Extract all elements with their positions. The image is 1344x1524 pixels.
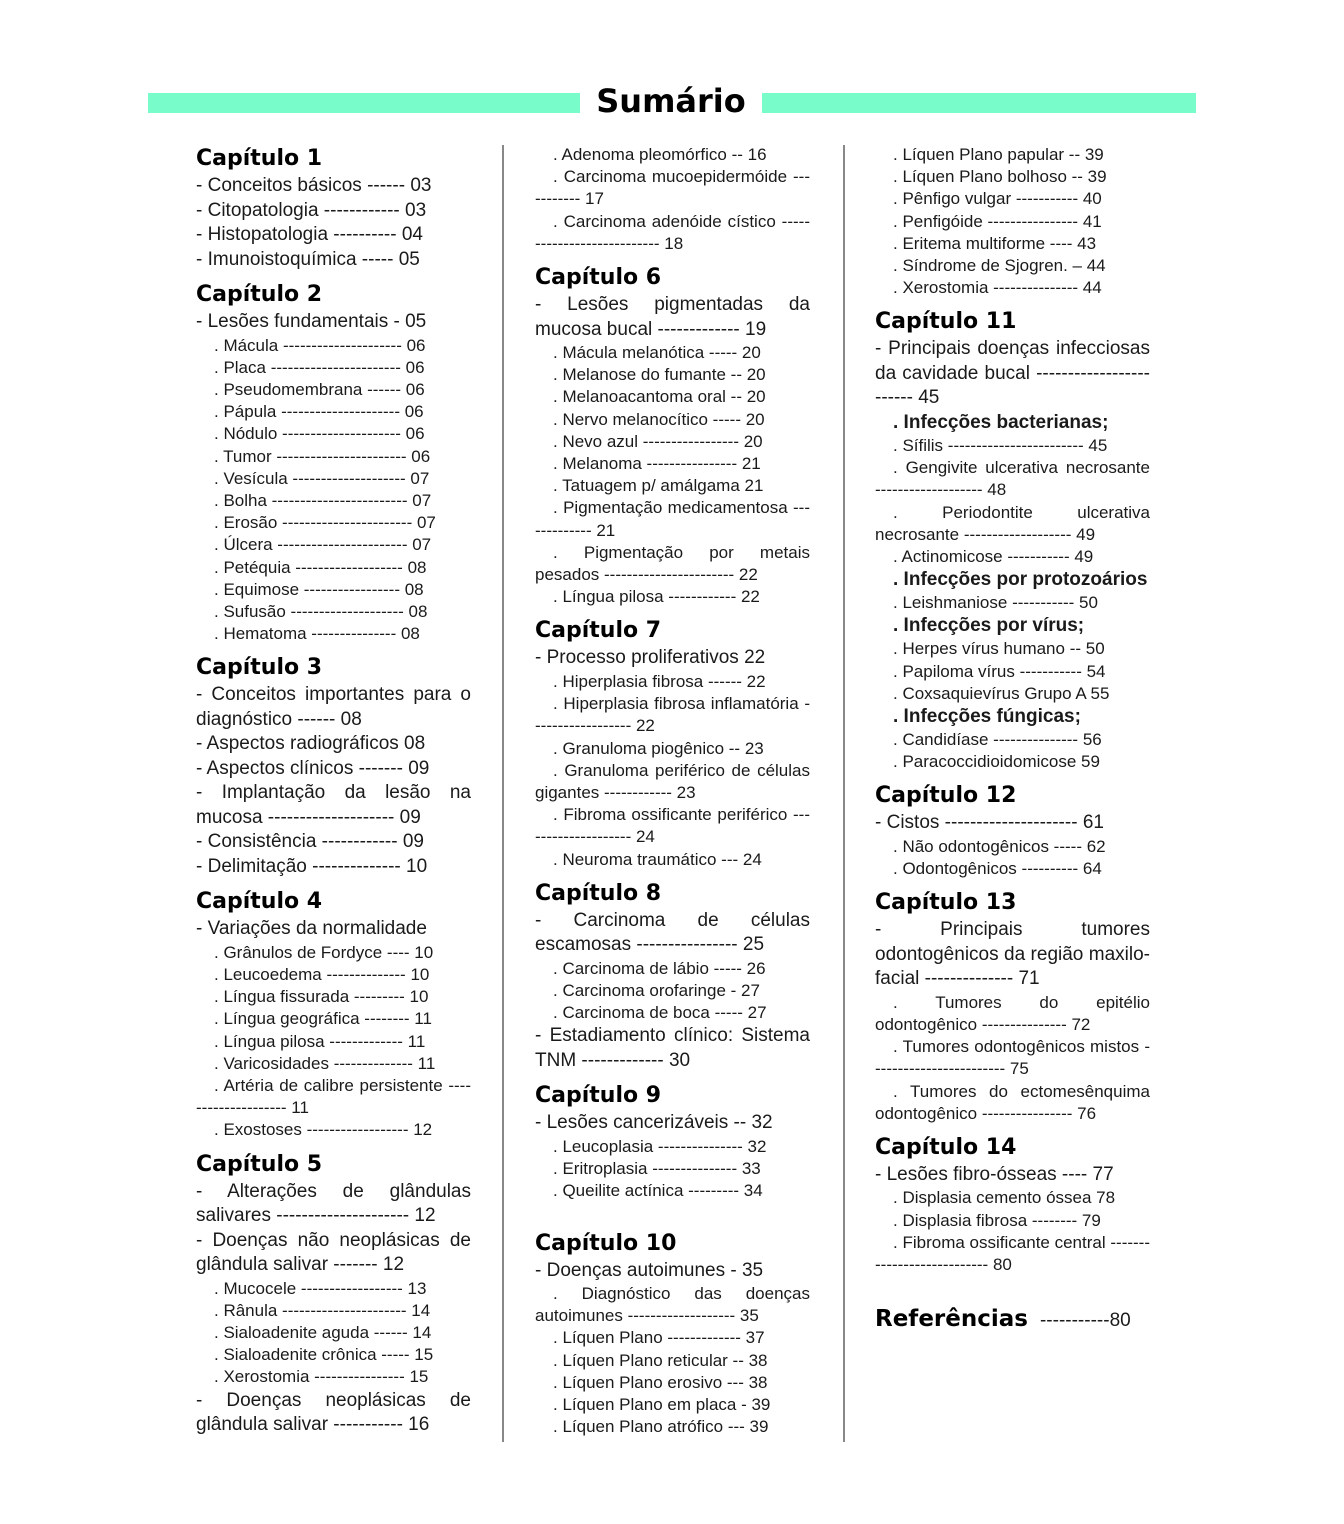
title-bar-left	[148, 93, 580, 113]
toc-subentry[interactable]: . Rânula ---------------------- 14	[214, 1300, 431, 1320]
toc-subentry[interactable]: . Nevo azul ----------------- 20	[553, 431, 763, 451]
chapter-heading: Capítulo 14	[875, 1134, 1017, 1160]
toc-subentry[interactable]: . Hiperplasia fibrosa inflamatória ------------------ 22	[535, 694, 810, 736]
toc-subentry[interactable]: . Tumores do epitélio odontogênico --------------- 72	[875, 992, 1150, 1034]
toc-subentry[interactable]: . Carcinoma de boca ----- 27	[553, 1003, 767, 1023]
references-entry[interactable]	[875, 1304, 1150, 1334]
toc-group-heading: . Infecções fúngicas;	[893, 705, 1081, 727]
chapter-section	[535, 144, 810, 255]
toc-subentry[interactable]: . Neuroma traumático --- 24	[553, 849, 762, 869]
toc-column-3	[875, 144, 1150, 1334]
toc-subentry[interactable]: . Pseudomembrana ------ 06	[214, 379, 425, 399]
chapter-heading: Capítulo 5	[196, 1151, 323, 1177]
toc-entry[interactable]: - Conceitos importantes para o diagnóstico ------ 08	[196, 684, 471, 730]
chapter-section	[535, 879, 810, 1074]
toc-entry[interactable]: - Citopatologia ------------ 03	[196, 199, 427, 221]
toc-entry[interactable]: - Doenças autoimunes - 35	[535, 1259, 764, 1281]
toc-subentry[interactable]: . Líquen Plano em placa - 39	[553, 1395, 771, 1415]
toc-subentry[interactable]: . Tumor ----------------------- 06	[214, 446, 431, 466]
toc-subentry[interactable]: . Síndrome de Sjogren. – 44	[893, 256, 1106, 276]
chapter-heading: Capítulo 7	[535, 618, 662, 644]
chapter-section	[196, 653, 471, 879]
toc-subentry[interactable]: . Tatuagem p/ amálgama 21	[553, 476, 764, 496]
toc-subentry[interactable]: . Língua fissurada --------- 10	[214, 987, 429, 1007]
toc-subentry[interactable]: . Líquen Plano bolhoso -- 39	[893, 167, 1107, 187]
toc-subentry[interactable]: . Nódulo --------------------- 06	[214, 424, 425, 444]
toc-subentry[interactable]: . Úlcera ----------------------- 07	[214, 535, 432, 555]
toc-subentry[interactable]: . Paracoccidioidomicose 59	[893, 752, 1100, 772]
toc-subentry[interactable]: . Pênfigo vulgar ----------- 40	[893, 189, 1102, 209]
toc-subentry[interactable]: . Nervo melanocítico ----- 20	[553, 409, 765, 429]
toc-entry[interactable]: - Delimitação -------------- 10	[196, 855, 428, 877]
title-bar-right	[762, 93, 1196, 113]
toc-subentry[interactable]: . Periodontite ulcerativa necrosante ------------------- 49	[875, 502, 1150, 544]
toc-subentry[interactable]: . Erosão ----------------------- 07	[214, 513, 436, 533]
toc-subentry[interactable]: . Petéquia ------------------- 08	[214, 557, 427, 577]
toc-subentry[interactable]: . Sífilis ------------------------ 45	[893, 435, 1108, 455]
toc-entry[interactable]: - Aspectos clínicos ------- 09	[196, 757, 430, 779]
toc-entry[interactable]: - Processo proliferativos 22	[535, 647, 766, 669]
chapter-heading: Capítulo 12	[875, 783, 1017, 809]
toc-entry[interactable]: - Lesões cancerizáveis -- 32	[535, 1112, 773, 1134]
chapter-heading: Capítulo 1	[196, 146, 323, 171]
toc-entry[interactable]: - Conceitos básicos ------ 03	[196, 175, 432, 196]
references-page: -----------80	[1039, 1310, 1131, 1332]
toc-subentry[interactable]: . Leucoedema -------------- 10	[214, 965, 430, 985]
toc-subentry[interactable]: . Sialoadenite crônica ----- 15	[214, 1345, 434, 1365]
toc-subentry[interactable]: . Diagnóstico das doenças autoimunes ------------------- 35	[535, 1284, 810, 1326]
toc-subentry[interactable]: . Actinomicose ----------- 49	[893, 546, 1094, 566]
toc-subentry[interactable]: . Coxsaquievírus Grupo A 55	[893, 683, 1110, 703]
toc-entry[interactable]: - Imunoistoquímica ----- 05	[196, 248, 420, 270]
toc-subentry[interactable]: . Eritema multiforme ---- 43	[893, 233, 1097, 253]
column-divider	[502, 145, 504, 1442]
toc-subentry[interactable]: . Adenoma pleomórfico -- 16	[553, 145, 767, 164]
toc-entry[interactable]: - Aspectos radiográficos 08	[196, 733, 426, 755]
toc-subentry[interactable]: . Fibroma ossificante central --------------------------- 80	[875, 1232, 1150, 1275]
chapter-section	[535, 616, 810, 870]
toc-subentry[interactable]: . Melanoacantoma oral -- 20	[553, 387, 766, 407]
toc-subentry[interactable]: . Líquen Plano ------------- 37	[553, 1328, 765, 1348]
chapter-section	[535, 263, 810, 608]
toc-entry[interactable]: - Carcinoma de células escamosas ---------------- 25	[535, 909, 810, 956]
toc-subentry[interactable]: . Melanose do fumante -- 20	[553, 365, 766, 385]
chapter-heading: Capítulo 9	[535, 1083, 662, 1109]
toc-subentry[interactable]: . Carcinoma de lábio ----- 26	[553, 958, 766, 978]
toc-subentry[interactable]: . Granuloma periférico de células gigantes ------------ 23	[535, 760, 810, 802]
toc-subentry[interactable]: . Leishmaniose ----------- 50	[893, 593, 1098, 613]
chapter-section	[196, 1150, 471, 1438]
toc-subentry[interactable]: . Não odontogênicos ----- 62	[893, 836, 1106, 856]
chapter-section	[196, 280, 471, 645]
toc-entry[interactable]: - Implantação da lesão na mucosa -------------------- 09	[196, 782, 471, 828]
chapter-section	[875, 1133, 1150, 1276]
toc-entry[interactable]: - Histopatologia ---------- 04	[196, 224, 423, 245]
chapter-heading: Capítulo 11	[875, 309, 1017, 335]
chapter-heading: Capítulo 10	[535, 1230, 677, 1256]
toc-entry[interactable]: - Doenças não neoplásicas de glândula salivar ------- 12	[196, 1229, 471, 1276]
toc-subentry[interactable]: . Candidíase --------------- 56	[893, 729, 1102, 749]
toc-subentry[interactable]: . Língua pilosa ------------ 22	[553, 587, 760, 607]
toc-subentry[interactable]: . Penfigóide ---------------- 41	[893, 211, 1102, 231]
toc-subentry[interactable]: . Xerostomia ---------------- 15	[214, 1367, 429, 1387]
toc-subentry[interactable]: . Vesícula -------------------- 07	[214, 468, 430, 488]
toc-subentry[interactable]: . Carcinoma orofaringe - 27	[553, 980, 760, 1000]
toc-subentry[interactable]: . Equimose ----------------- 08	[214, 579, 424, 599]
toc-subentry[interactable]: . Sialoadenite aguda ------ 14	[214, 1323, 432, 1343]
toc-subentry[interactable]: . Placa ----------------------- 06	[214, 357, 425, 377]
toc-subentry[interactable]: . Língua geográfica -------- 11	[214, 1009, 432, 1029]
toc-subentry[interactable]: . Hiperplasia fibrosa ------ 22	[553, 671, 766, 691]
toc-subentry[interactable]: . Sufusão -------------------- 08	[214, 601, 428, 621]
toc-subentry[interactable]: . Exostoses ------------------ 12	[214, 1120, 433, 1140]
chapter-section	[875, 307, 1150, 773]
toc-subentry[interactable]: . Mácula melanótica ----- 20	[553, 343, 761, 363]
toc-subentry[interactable]: . Eritroplasia --------------- 33	[553, 1159, 761, 1179]
toc-subentry[interactable]: . Xerostomia --------------- 44	[893, 278, 1102, 298]
toc-subentry[interactable]: . Leucoplasia --------------- 32	[553, 1136, 767, 1156]
chapter-section	[535, 1081, 810, 1202]
chapter-heading: Capítulo 6	[535, 265, 662, 291]
toc-entry[interactable]: - Principais doenças infecciosas da cavidade bucal ------------------------ 45	[875, 338, 1150, 409]
toc-subentry[interactable]: . Queilite actínica --------- 34	[553, 1181, 763, 1201]
chapter-heading: Capítulo 8	[535, 880, 662, 906]
toc-subentry[interactable]: . Hematoma --------------- 08	[214, 624, 420, 644]
toc-entry[interactable]: - Consistência ------------ 09	[196, 831, 424, 853]
toc-subentry[interactable]: . Papiloma vírus ----------- 54	[893, 661, 1106, 681]
toc-subentry[interactable]: . Líquen Plano papular -- 39	[893, 145, 1104, 164]
chapter-heading: Capítulo 3	[196, 655, 323, 681]
toc-entry[interactable]: - Principais tumores odontogênicos da região maxilo-facial -------------- 71	[875, 919, 1150, 990]
toc-subentry[interactable]: . Bolha ------------------------ 07	[214, 490, 432, 510]
toc-subentry[interactable]: . Granuloma piogênico -- 23	[553, 738, 764, 758]
toc-subentry[interactable]: . Carcinoma mucoepidermóide ----------- 17	[535, 167, 810, 209]
toc-entry[interactable]: - Estadiamento clínico: Sistema TNM ------------- 30	[535, 1025, 810, 1071]
toc-entry[interactable]: - Cistos --------------------- 61	[875, 812, 1104, 834]
page-title: Sumário	[596, 82, 746, 120]
chapter-section	[196, 887, 471, 1141]
toc-subentry[interactable]: . Mucocele ------------------ 13	[214, 1278, 427, 1298]
toc-entry[interactable]: - Lesões fundamentais - 05	[196, 311, 427, 332]
chapter-section	[875, 888, 1150, 1125]
toc-subentry[interactable]: . Pigmentação por metais pesados ----------------------- 22	[535, 542, 810, 585]
toc-subentry[interactable]: . Gengivite ulcerativa necrosante ------------------- 48	[875, 458, 1150, 500]
toc-subentry[interactable]: . Tumores odontogênicos mistos ------------------------ 75	[875, 1037, 1150, 1079]
toc-subentry[interactable]: . Pigmentação medicamentosa ------------- 21	[535, 498, 810, 540]
toc-subentry[interactable]: . Melanoma ---------------- 21	[553, 454, 761, 474]
toc-subentry[interactable]: . Displasia cemento óssea 78	[893, 1188, 1116, 1208]
toc-subentry[interactable]: . Grânulos de Fordyce ---- 10	[214, 942, 434, 962]
toc-subentry[interactable]: . Displasia fibrosa -------- 79	[893, 1210, 1101, 1230]
toc-entry[interactable]: - Lesões fibro-ósseas ---- 77	[875, 1163, 1114, 1185]
chapter-section	[196, 144, 471, 272]
toc-column-1	[196, 144, 471, 1438]
chapter-section	[875, 144, 1150, 299]
chapter-heading: Capítulo 4	[196, 889, 323, 915]
toc-subentry[interactable]: . Varicosidades -------------- 11	[214, 1053, 436, 1073]
chapter-section	[875, 781, 1150, 880]
references-label: Referências	[875, 1306, 1028, 1333]
toc-subentry[interactable]: . Odontogênicos ---------- 64	[893, 859, 1102, 879]
toc-group-heading: . Infecções por protozoários	[893, 569, 1148, 591]
toc-subentry[interactable]: . Líquen Plano erosivo --- 38	[553, 1372, 768, 1392]
toc-entry[interactable]: - Alterações de glândulas salivares --------------------- 12	[196, 1180, 471, 1227]
toc-subentry[interactable]: . Mácula --------------------- 06	[214, 335, 426, 355]
toc-column-2	[535, 144, 810, 1438]
toc-subentry[interactable]: . Líquen Plano atrófico --- 39	[553, 1417, 769, 1437]
toc-entry[interactable]: - Lesões pigmentadas da mucosa bucal ------------- 19	[535, 294, 810, 340]
chapter-heading: Capítulo 2	[196, 282, 323, 307]
toc-entry[interactable]: - Doenças neoplásicas de glândula salivar ----------- 16	[196, 1389, 471, 1436]
column-divider	[843, 145, 845, 1442]
toc-group-heading: . Infecções bacterianas;	[893, 411, 1109, 433]
toc-subentry[interactable]: . Língua pilosa ------------- 11	[214, 1031, 426, 1051]
toc-subentry[interactable]: . Fibroma ossificante periférico -------------------- 24	[535, 805, 810, 847]
toc-subentry[interactable]: . Tumores do ectomesênquima odontogênico ---------------- 76	[875, 1081, 1150, 1123]
toc-entry[interactable]: - Variações da normalidade	[196, 918, 427, 940]
chapter-heading: Capítulo 13	[875, 890, 1017, 916]
toc-subentry[interactable]: . Líquen Plano reticular -- 38	[553, 1350, 768, 1370]
toc-group-heading: . Infecções por vírus;	[893, 615, 1085, 637]
chapter-section	[535, 1229, 810, 1439]
toc-subentry[interactable]: . Herpes vírus humano -- 50	[893, 639, 1105, 659]
toc-subentry[interactable]: . Carcinoma adenóide cístico --------------------------- 18	[535, 211, 810, 253]
toc-subentry[interactable]: . Artéria de calibre persistente -------------------- 11	[196, 1076, 471, 1118]
toc-subentry[interactable]: . Pápula --------------------- 06	[214, 402, 424, 422]
